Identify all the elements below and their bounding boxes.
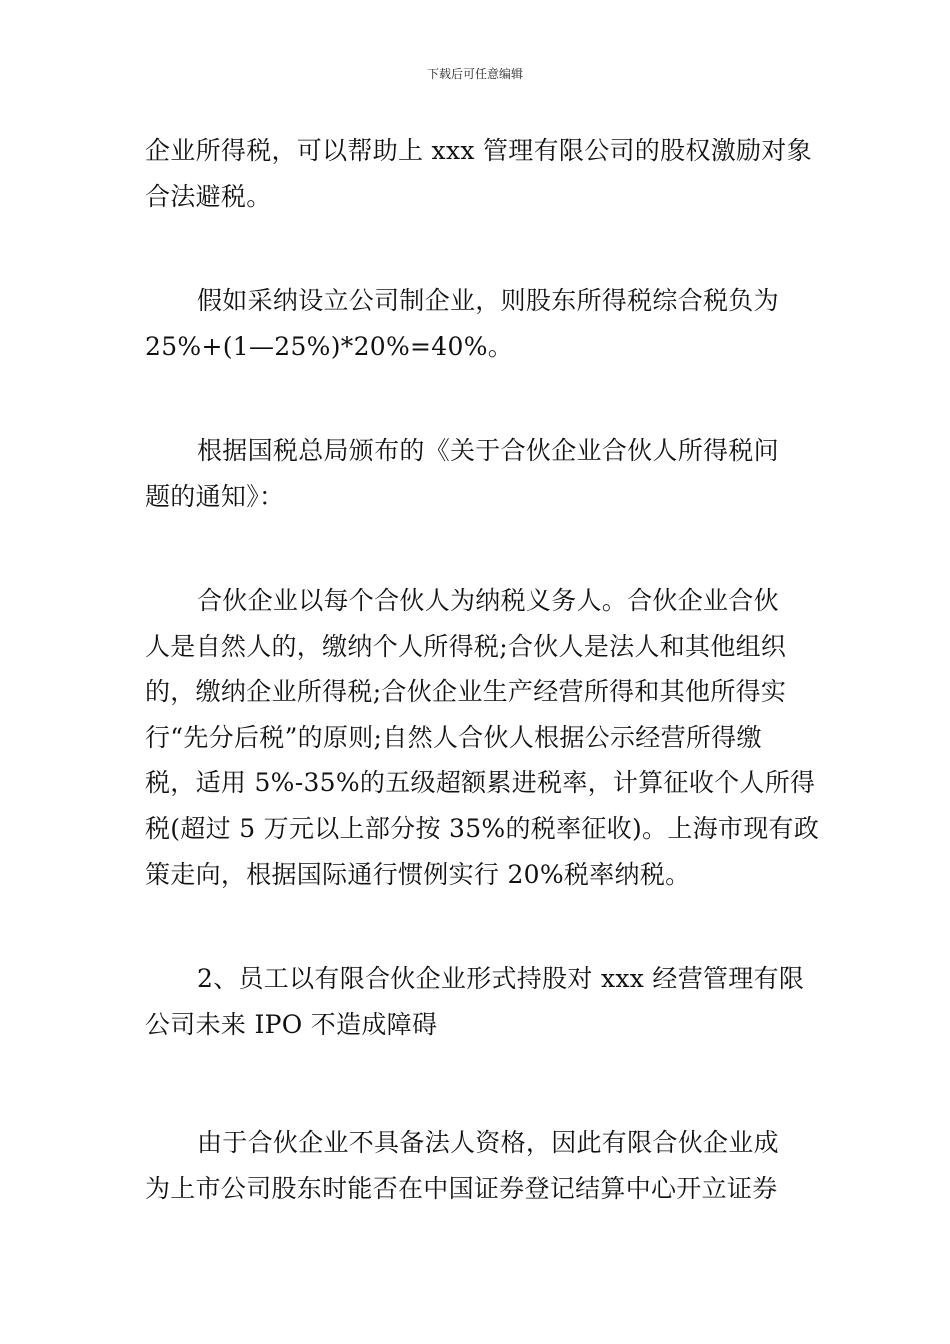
paragraph-line: 为上市公司股东时能否在中国证券登记结算中心开立证券 [145, 1173, 778, 1203]
paragraph-partnership-tax-rules [145, 578, 820, 897]
paragraph-legal-person-status [145, 1120, 805, 1211]
paragraph-line: 25%+(1—25%)*20%=40%。 [145, 331, 514, 361]
paragraph-line: 行“先分后税”的原则;自然人合伙人根据公示经营所得缴 [145, 722, 762, 752]
paragraph-line: 公司未来 IPO 不造成障碍 [145, 1009, 438, 1039]
paragraph-line: 税，适用 5%-35%的五级超额累进税率，计算征收个人所得 [145, 768, 816, 798]
paragraph-line: 假如采纳设立公司制企业，则股东所得税综合税负为 [197, 286, 779, 315]
paragraph-line: 2、员工以有限合伙企业形式持股对 xxx 经营管理有限 [197, 964, 805, 993]
paragraph-notice-reference [145, 428, 805, 519]
paragraph-line: 人是自然人的，缴纳个人所得税;合伙人是法人和其他组织 [145, 631, 787, 661]
page-header: 下载后可任意编辑 [426, 67, 523, 81]
paragraph-line: 策走向，根据国际通行惯例实行 20%税率纳税。 [145, 859, 691, 889]
paragraph-line: 税(超过 5 万元以上部分按 35%的税率征收)。上海市现有政 [145, 813, 820, 843]
paragraph-line: 由于合伙企业不具备法人资格，因此有限合伙企业成 [197, 1128, 779, 1157]
paragraph-section-2-heading [145, 956, 805, 1047]
paragraph-tax-benefit [145, 128, 812, 219]
paragraph-line: 企业所得税，可以帮助上 xxx 管理有限公司的股权激励对象 [145, 136, 812, 165]
paragraph-corporate-tax [145, 278, 805, 369]
paragraph-line: 题的通知》： [145, 481, 285, 511]
paragraph-line: 的，缴纳企业所得税;合伙企业生产经营所得和其他所得实 [145, 677, 787, 707]
paragraph-line: 合法避税。 [145, 181, 272, 211]
paragraph-line: 根据国税总局颁布的《关于合伙企业合伙人所得税问 [197, 436, 779, 465]
paragraph-line: 合伙企业以每个合伙人为纳税义务人。合伙企业合伙 [197, 586, 779, 615]
